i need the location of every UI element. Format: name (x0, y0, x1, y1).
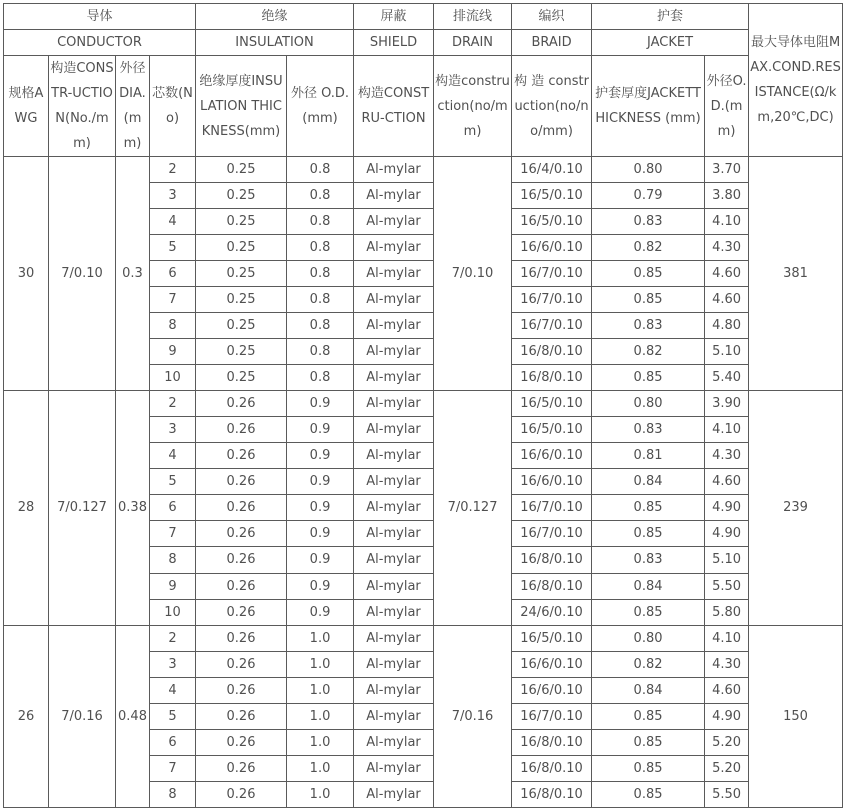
insulation-od-cell: 0.9 (287, 391, 354, 417)
braid-header-cn: 编织 (512, 4, 592, 30)
conductor-header-en: CONDUCTOR (4, 30, 196, 56)
jacket-od-cell: 4.60 (705, 677, 749, 703)
shield-cell: Al-mylar (354, 417, 434, 443)
conductor-dia-cell: 0.38 (116, 391, 150, 625)
jacket-od-cell: 4.90 (705, 703, 749, 729)
jacket-thickness-cell: 0.85 (592, 287, 705, 313)
braid-cell: 16/7/0.10 (512, 287, 592, 313)
insulation-od-cell: 0.8 (287, 157, 354, 183)
insulation-od-cell: 0.8 (287, 339, 354, 365)
awg-cell: 26 (4, 625, 49, 807)
cores-cell: 8 (150, 313, 196, 339)
table-row (4, 625, 843, 651)
jacket-header-en: JACKET (592, 30, 749, 56)
cores-cell: 3 (150, 417, 196, 443)
insulation-od-cell: 0.8 (287, 261, 354, 287)
insulation-od-cell: 1.0 (287, 625, 354, 651)
insulation-thickness-cell: 0.25 (196, 313, 287, 339)
braid-cell: 16/6/0.10 (512, 443, 592, 469)
cores-cell: 10 (150, 599, 196, 625)
insulation-od-cell: 0.8 (287, 313, 354, 339)
conductor-construction-cell: 7/0.10 (49, 157, 116, 391)
insulation-thickness-cell: 0.26 (196, 703, 287, 729)
jacket-od-cell: 5.20 (705, 755, 749, 781)
insulation-thickness-cell: 0.25 (196, 365, 287, 391)
shield-cell: Al-mylar (354, 729, 434, 755)
jacket-thickness-cell: 0.82 (592, 339, 705, 365)
drain-header-cn: 排流线 (434, 4, 512, 30)
insulation-od-cell: 0.9 (287, 573, 354, 599)
jacket-thickness-cell: 0.83 (592, 547, 705, 573)
jacket-od-cell: 4.30 (705, 235, 749, 261)
shield-cell: Al-mylar (354, 209, 434, 235)
max-resistance-cell: 239 (749, 391, 843, 625)
jacket-od-cell: 4.10 (705, 625, 749, 651)
conductor-construction-cell: 7/0.127 (49, 391, 116, 625)
cores-cell: 4 (150, 209, 196, 235)
shield-cell: Al-mylar (354, 547, 434, 573)
shield-cell: Al-mylar (354, 755, 434, 781)
shield-cell: Al-mylar (354, 287, 434, 313)
cores-cell: 6 (150, 495, 196, 521)
insulation-header-en: INSULATION (196, 30, 354, 56)
cores-cell: 4 (150, 677, 196, 703)
insulation-thickness-cell: 0.26 (196, 417, 287, 443)
insulation-od-cell: 0.9 (287, 521, 354, 547)
insulation-thickness-cell: 0.25 (196, 183, 287, 209)
insulation-thickness-cell: 0.26 (196, 469, 287, 495)
cores-cell: 2 (150, 391, 196, 417)
jacket-od-cell: 4.90 (705, 521, 749, 547)
jacket-thickness-cell: 0.85 (592, 755, 705, 781)
insulation-thickness-cell: 0.26 (196, 755, 287, 781)
jacket-od-cell: 5.50 (705, 573, 749, 599)
insulation-thickness-header: 绝缘厚度INSULATION THICKNESS(mm) (196, 56, 287, 157)
jacket-od-cell: 4.80 (705, 313, 749, 339)
awg-cell: 30 (4, 157, 49, 391)
braid-cell: 16/7/0.10 (512, 703, 592, 729)
braid-cell: 16/5/0.10 (512, 417, 592, 443)
insulation-od-cell: 1.0 (287, 651, 354, 677)
braid-cell: 16/4/0.10 (512, 157, 592, 183)
shield-cell: Al-mylar (354, 677, 434, 703)
shield-cell: Al-mylar (354, 391, 434, 417)
jacket-thickness-cell: 0.85 (592, 521, 705, 547)
insulation-thickness-cell: 0.26 (196, 521, 287, 547)
insulation-thickness-cell: 0.26 (196, 651, 287, 677)
insulation-od-cell: 0.9 (287, 547, 354, 573)
braid-cell: 16/6/0.10 (512, 677, 592, 703)
jacket-thickness-cell: 0.85 (592, 365, 705, 391)
insulation-thickness-cell: 0.25 (196, 157, 287, 183)
cores-cell: 8 (150, 781, 196, 807)
conductor-header-cn: 导体 (4, 4, 196, 30)
insulation-thickness-cell: 0.26 (196, 573, 287, 599)
insulation-od-cell: 0.9 (287, 443, 354, 469)
insulation-thickness-cell: 0.26 (196, 625, 287, 651)
jacket-thickness-cell: 0.80 (592, 625, 705, 651)
shield-cell: Al-mylar (354, 157, 434, 183)
jacket-thickness-cell: 0.80 (592, 391, 705, 417)
insulation-od-cell: 0.8 (287, 365, 354, 391)
cores-cell: 2 (150, 157, 196, 183)
cores-cell: 5 (150, 469, 196, 495)
jacket-od-cell: 5.10 (705, 339, 749, 365)
cores-cell: 3 (150, 651, 196, 677)
jacket-od-cell: 4.90 (705, 495, 749, 521)
braid-cell: 16/6/0.10 (512, 235, 592, 261)
insulation-thickness-cell: 0.25 (196, 235, 287, 261)
shield-cell: Al-mylar (354, 651, 434, 677)
jacket-od-cell: 3.70 (705, 157, 749, 183)
jacket-od-cell: 4.60 (705, 469, 749, 495)
max-resistance-header: 最大导体电阻MAX.COND.RESISTANCE(Ω/km,20℃,DC) (749, 4, 843, 157)
jacket-header-cn: 护套 (592, 4, 749, 30)
jacket-thickness-cell: 0.85 (592, 781, 705, 807)
braid-construction-header: 构 造 construction(no/no/mm) (512, 56, 592, 157)
jacket-od-cell: 4.10 (705, 209, 749, 235)
awg-header: 规格AWG (4, 56, 49, 157)
conductor-construction-header: 构造CONSTR-UCTION(No./mm) (49, 56, 116, 157)
drain-cell: 7/0.127 (434, 391, 512, 625)
cores-cell: 7 (150, 287, 196, 313)
insulation-od-cell: 0.8 (287, 209, 354, 235)
braid-cell: 16/8/0.10 (512, 573, 592, 599)
cores-cell: 9 (150, 573, 196, 599)
jacket-thickness-cell: 0.85 (592, 729, 705, 755)
cores-cell: 3 (150, 183, 196, 209)
jacket-od-cell: 5.50 (705, 781, 749, 807)
braid-cell: 16/5/0.10 (512, 183, 592, 209)
jacket-od-cell: 5.10 (705, 547, 749, 573)
braid-cell: 16/7/0.10 (512, 495, 592, 521)
cores-cell: 9 (150, 339, 196, 365)
jacket-thickness-cell: 0.85 (592, 599, 705, 625)
jacket-od-cell: 4.60 (705, 261, 749, 287)
shield-header-cn: 屏蔽 (354, 4, 434, 30)
braid-header-en: BRAID (512, 30, 592, 56)
braid-cell: 16/6/0.10 (512, 651, 592, 677)
cores-cell: 7 (150, 755, 196, 781)
insulation-od-cell: 0.9 (287, 417, 354, 443)
cores-cell: 2 (150, 625, 196, 651)
conductor-construction-cell: 7/0.16 (49, 625, 116, 807)
braid-cell: 16/8/0.10 (512, 729, 592, 755)
cores-cell: 5 (150, 703, 196, 729)
jacket-thickness-cell: 0.82 (592, 651, 705, 677)
braid-cell: 16/5/0.10 (512, 391, 592, 417)
braid-cell: 16/8/0.10 (512, 755, 592, 781)
jacket-thickness-cell: 0.84 (592, 677, 705, 703)
braid-cell: 16/5/0.10 (512, 209, 592, 235)
cores-cell: 4 (150, 443, 196, 469)
jacket-od-cell: 4.30 (705, 651, 749, 677)
insulation-od-cell: 1.0 (287, 729, 354, 755)
braid-cell: 16/8/0.10 (512, 547, 592, 573)
insulation-thickness-cell: 0.26 (196, 677, 287, 703)
shield-cell: Al-mylar (354, 625, 434, 651)
shield-cell: Al-mylar (354, 495, 434, 521)
jacket-thickness-cell: 0.83 (592, 209, 705, 235)
drain-cell: 7/0.10 (434, 157, 512, 391)
jacket-od-cell: 5.40 (705, 365, 749, 391)
jacket-thickness-cell: 0.85 (592, 261, 705, 287)
insulation-thickness-cell: 0.25 (196, 209, 287, 235)
braid-cell: 16/7/0.10 (512, 521, 592, 547)
shield-cell: Al-mylar (354, 521, 434, 547)
shield-header-en: SHIELD (354, 30, 434, 56)
insulation-od-cell: 1.0 (287, 781, 354, 807)
jacket-thickness-cell: 0.81 (592, 443, 705, 469)
max-resistance-cell: 150 (749, 625, 843, 807)
conductor-dia-header: 外径DIA.(mm) (116, 56, 150, 157)
insulation-od-cell: 0.9 (287, 495, 354, 521)
jacket-od-cell: 5.80 (705, 599, 749, 625)
cores-cell: 8 (150, 547, 196, 573)
braid-cell: 24/6/0.10 (512, 599, 592, 625)
braid-cell: 16/8/0.10 (512, 339, 592, 365)
insulation-thickness-cell: 0.25 (196, 287, 287, 313)
insulation-od-header: 外径 O.D.(mm) (287, 56, 354, 157)
cable-spec-table (3, 3, 843, 808)
insulation-thickness-cell: 0.25 (196, 261, 287, 287)
jacket-thickness-cell: 0.82 (592, 235, 705, 261)
insulation-thickness-cell: 0.26 (196, 729, 287, 755)
awg-cell: 28 (4, 391, 49, 625)
conductor-dia-cell: 0.48 (116, 625, 150, 807)
insulation-header-cn: 绝缘 (196, 4, 354, 30)
insulation-od-cell: 1.0 (287, 677, 354, 703)
shield-cell: Al-mylar (354, 261, 434, 287)
braid-cell: 16/7/0.10 (512, 313, 592, 339)
max-resistance-cell: 381 (749, 157, 843, 391)
jacket-od-header: 外径O.D.(mm) (705, 56, 749, 157)
braid-cell: 16/6/0.10 (512, 469, 592, 495)
jacket-thickness-cell: 0.83 (592, 313, 705, 339)
shield-cell: Al-mylar (354, 781, 434, 807)
braid-cell: 16/8/0.10 (512, 365, 592, 391)
jacket-thickness-cell: 0.79 (592, 183, 705, 209)
insulation-od-cell: 0.8 (287, 183, 354, 209)
shield-cell: Al-mylar (354, 469, 434, 495)
insulation-od-cell: 0.9 (287, 469, 354, 495)
insulation-od-cell: 1.0 (287, 703, 354, 729)
jacket-od-cell: 4.30 (705, 443, 749, 469)
spec-table-body (4, 157, 843, 808)
jacket-thickness-cell: 0.84 (592, 573, 705, 599)
drain-header-en: DRAIN (434, 30, 512, 56)
jacket-od-cell: 4.10 (705, 417, 749, 443)
cores-cell: 5 (150, 235, 196, 261)
table-row (4, 157, 843, 183)
jacket-od-cell: 4.60 (705, 287, 749, 313)
insulation-thickness-cell: 0.26 (196, 443, 287, 469)
cores-cell: 7 (150, 521, 196, 547)
shield-cell: Al-mylar (354, 183, 434, 209)
shield-cell: Al-mylar (354, 313, 434, 339)
braid-cell: 16/7/0.10 (512, 261, 592, 287)
shield-cell: Al-mylar (354, 703, 434, 729)
jacket-thickness-cell: 0.84 (592, 469, 705, 495)
braid-cell: 16/5/0.10 (512, 625, 592, 651)
shield-cell: Al-mylar (354, 339, 434, 365)
drain-cell: 7/0.16 (434, 625, 512, 807)
jacket-thickness-cell: 0.85 (592, 495, 705, 521)
jacket-thickness-cell: 0.83 (592, 417, 705, 443)
jacket-od-cell: 5.20 (705, 729, 749, 755)
drain-construction-header: 构造construction(no/mm) (434, 56, 512, 157)
insulation-od-cell: 0.8 (287, 287, 354, 313)
insulation-thickness-cell: 0.26 (196, 599, 287, 625)
jacket-od-cell: 3.90 (705, 391, 749, 417)
cores-cell: 6 (150, 261, 196, 287)
shield-cell: Al-mylar (354, 573, 434, 599)
braid-cell: 16/8/0.10 (512, 781, 592, 807)
insulation-od-cell: 1.0 (287, 755, 354, 781)
cores-header: 芯数(No) (150, 56, 196, 157)
insulation-od-cell: 0.8 (287, 235, 354, 261)
shield-cell: Al-mylar (354, 365, 434, 391)
jacket-thickness-cell: 0.85 (592, 703, 705, 729)
jacket-thickness-header: 护套厚度JACKETTHICKNESS (mm) (592, 56, 705, 157)
jacket-od-cell: 3.80 (705, 183, 749, 209)
insulation-thickness-cell: 0.25 (196, 339, 287, 365)
shield-cell: Al-mylar (354, 443, 434, 469)
insulation-thickness-cell: 0.26 (196, 547, 287, 573)
shield-cell: Al-mylar (354, 235, 434, 261)
shield-construction-header: 构造CONSTRU-CTION (354, 56, 434, 157)
shield-cell: Al-mylar (354, 599, 434, 625)
insulation-thickness-cell: 0.26 (196, 781, 287, 807)
cores-cell: 10 (150, 365, 196, 391)
insulation-od-cell: 0.9 (287, 599, 354, 625)
insulation-thickness-cell: 0.26 (196, 495, 287, 521)
jacket-thickness-cell: 0.80 (592, 157, 705, 183)
table-row (4, 391, 843, 417)
cores-cell: 6 (150, 729, 196, 755)
insulation-thickness-cell: 0.26 (196, 391, 287, 417)
conductor-dia-cell: 0.3 (116, 157, 150, 391)
